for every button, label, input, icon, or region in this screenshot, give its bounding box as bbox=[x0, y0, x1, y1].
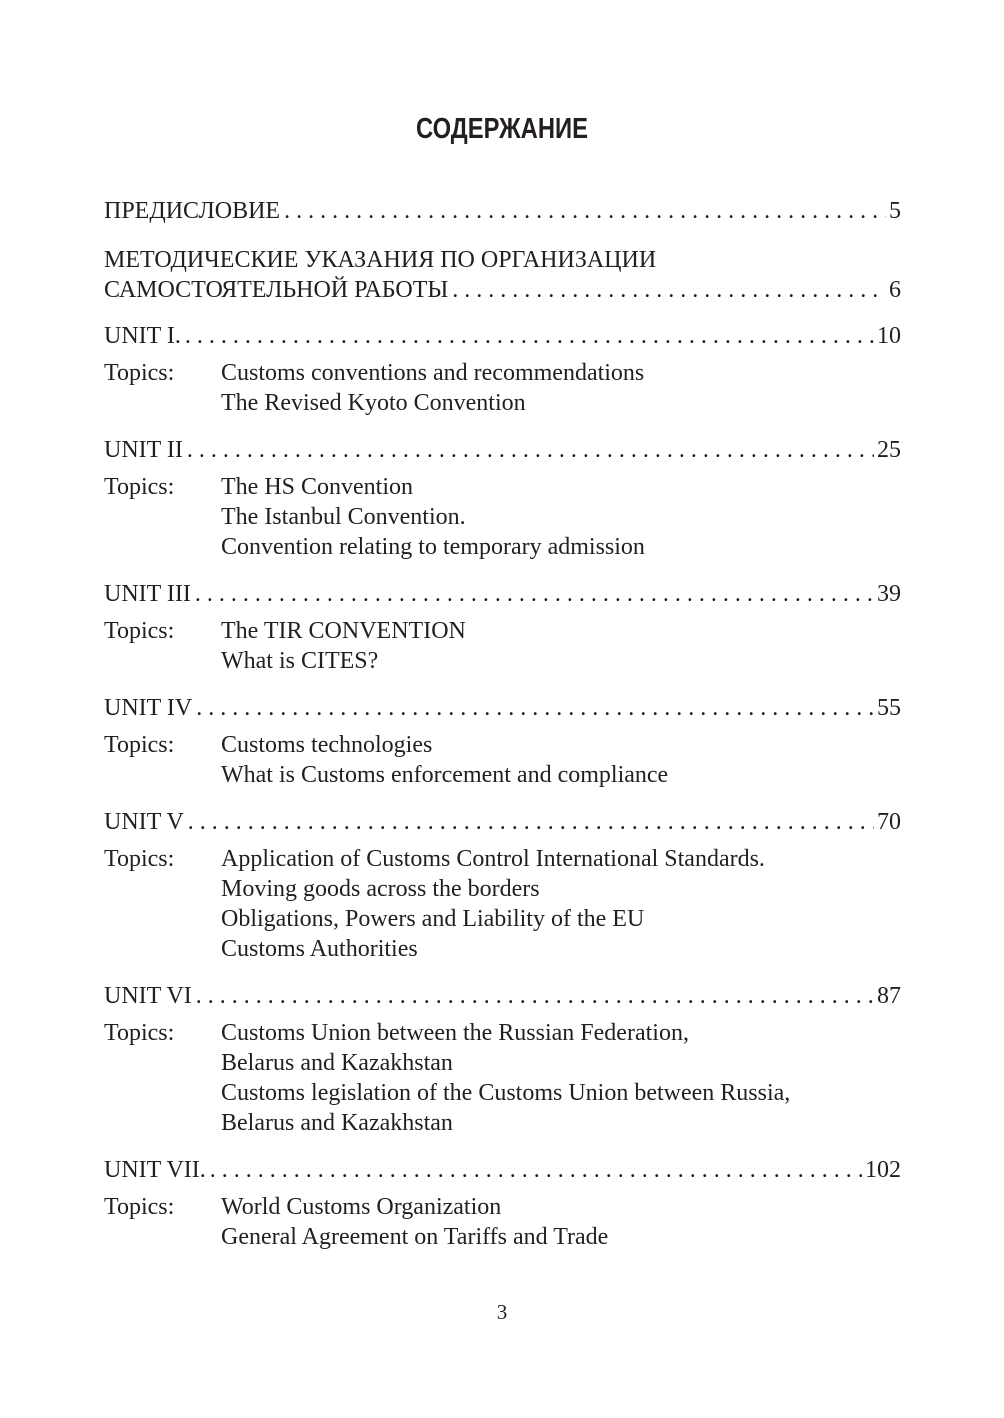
leader-dots bbox=[196, 981, 874, 1011]
toc-entry-title: САМОСТОЯТЕЛЬНОЙ РАБОТЫ bbox=[104, 277, 449, 303]
topics-label: Topics: bbox=[104, 474, 175, 500]
topic-line: Customs Authorities bbox=[221, 936, 418, 962]
toc-entry-preface[interactable] bbox=[104, 196, 901, 226]
topic-line: Convention relating to temporary admission bbox=[221, 534, 645, 560]
leader-dots bbox=[196, 693, 874, 723]
toc-page-number: 87 bbox=[877, 983, 901, 1009]
leader-dots bbox=[187, 435, 874, 465]
toc-page-number: 102 bbox=[865, 1157, 901, 1183]
toc-entry-title: UNIT VII. bbox=[104, 1157, 206, 1183]
topic-line: The HS Convention bbox=[221, 474, 413, 500]
topic-line: Customs Union between the Russian Federation, bbox=[221, 1020, 689, 1046]
toc-entry-title: UNIT V bbox=[104, 809, 184, 835]
leader-dots bbox=[210, 1155, 862, 1185]
topic-line: Belarus and Kazakhstan bbox=[221, 1110, 453, 1136]
leader-dots bbox=[188, 807, 874, 837]
toc-page-number: 39 bbox=[877, 581, 901, 607]
topic-line: World Customs Organization bbox=[221, 1194, 502, 1220]
topic-line: The TIR CONVENTION bbox=[221, 618, 466, 644]
topic-line: The Revised Kyoto Convention bbox=[221, 390, 526, 416]
toc-entry-unit-6[interactable] bbox=[104, 981, 901, 1138]
toc-entry-unit-7[interactable] bbox=[104, 1155, 901, 1252]
topics-label: Topics: bbox=[104, 1194, 175, 1220]
toc-entry-methodology[interactable] bbox=[104, 245, 901, 305]
toc-entry-title: UNIT I. bbox=[104, 323, 181, 349]
topic-line: General Agreement on Tariffs and Trade bbox=[221, 1224, 609, 1250]
toc-entry-unit-5[interactable] bbox=[104, 807, 901, 964]
topic-line: Belarus and Kazakhstan bbox=[221, 1050, 453, 1076]
topic-line: Application of Customs Control International Standards. bbox=[221, 846, 765, 872]
topic-line: Customs technologies bbox=[221, 732, 433, 758]
toc-entry-unit-2[interactable] bbox=[104, 435, 901, 562]
topics-label: Topics: bbox=[104, 1020, 175, 1046]
toc-page-number: 6 bbox=[889, 277, 901, 303]
topic-line: Moving goods across the borders bbox=[221, 876, 540, 902]
leader-dots bbox=[284, 196, 886, 226]
topic-line: Customs conventions and recommendations bbox=[221, 360, 645, 386]
topics-label: Topics: bbox=[104, 732, 175, 758]
topic-line: Obligations, Powers and Liability of the EU bbox=[221, 906, 645, 932]
topics-label: Topics: bbox=[104, 618, 175, 644]
toc-page-number: 10 bbox=[877, 323, 901, 349]
leader-dots bbox=[185, 321, 874, 351]
toc-entry-title: UNIT IV bbox=[104, 695, 193, 721]
leader-dots bbox=[452, 275, 886, 305]
toc-page-number: 70 bbox=[877, 809, 901, 835]
toc-entry-title: UNIT III bbox=[104, 581, 191, 607]
page-title: СОДЕРЖАНИЕ bbox=[416, 113, 588, 145]
topic-line: Customs legislation of the Customs Union between Russia, bbox=[221, 1080, 791, 1106]
topics-label: Topics: bbox=[104, 360, 175, 386]
toc-entry-unit-3[interactable] bbox=[104, 579, 901, 676]
toc-entry-unit-1[interactable] bbox=[104, 321, 901, 418]
toc-entry-title: UNIT VI bbox=[104, 983, 192, 1009]
toc-entry-title: UNIT II bbox=[104, 437, 183, 463]
page-number: 3 bbox=[496, 1300, 508, 1324]
leader-dots bbox=[195, 579, 874, 609]
table-of-contents bbox=[104, 196, 901, 1252]
topic-line: What is CITES? bbox=[221, 648, 379, 674]
topic-line: The Istanbul Convention. bbox=[221, 504, 466, 530]
topics-label: Topics: bbox=[104, 846, 175, 872]
toc-entry-unit-4[interactable] bbox=[104, 693, 901, 790]
toc-entry-title: ПРЕДИСЛОВИЕ bbox=[104, 198, 281, 224]
toc-page-number: 5 bbox=[889, 198, 901, 224]
toc-page-number: 55 bbox=[877, 695, 901, 721]
topic-line: What is Customs enforcement and compliance bbox=[221, 762, 669, 788]
toc-page-number: 25 bbox=[877, 437, 901, 463]
toc-entry-title-line: МЕТОДИЧЕСКИЕ УКАЗАНИЯ ПО ОРГАНИЗАЦИИ bbox=[104, 247, 657, 273]
